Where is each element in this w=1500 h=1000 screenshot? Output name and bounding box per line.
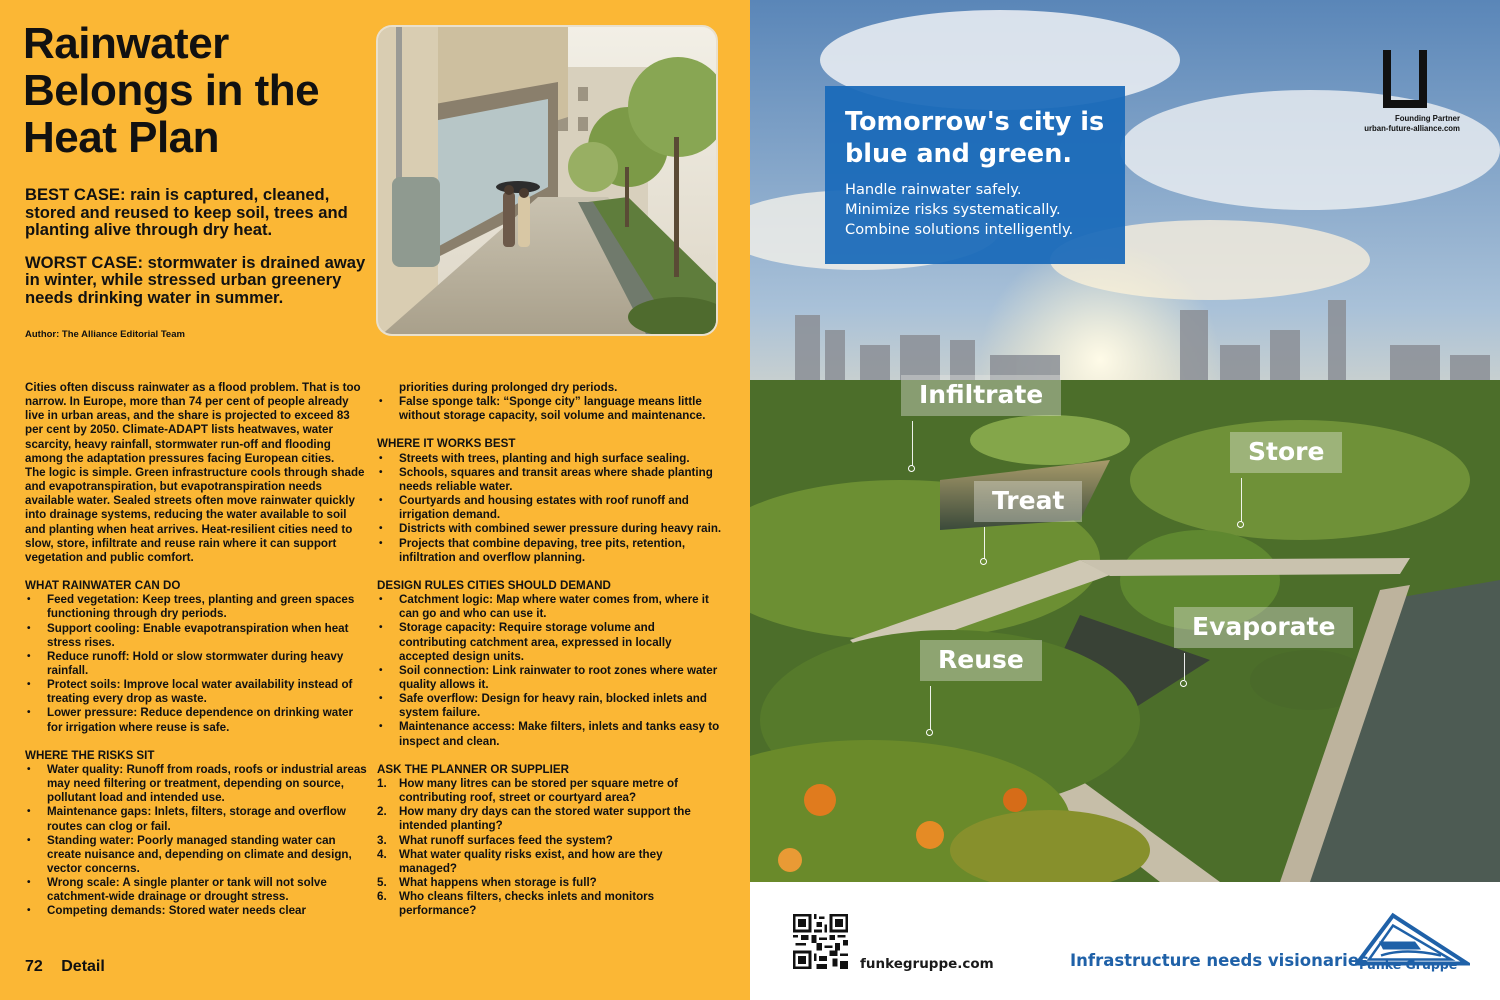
- list-number: 5.: [377, 876, 387, 889]
- list-item: [377, 848, 722, 876]
- numbered-list: [377, 777, 722, 919]
- list-item: • Safe overflow: Design for heavy rain, blocked inlets and system failure.: [377, 692, 722, 720]
- section-heading: WHERE THE RISKS SIT: [25, 748, 155, 762]
- section-heading: WHAT RAINWATER CAN DO: [25, 579, 181, 593]
- ad-headline-box: [825, 86, 1125, 264]
- list-number: 2.: [377, 805, 387, 819]
- list-item: [377, 876, 722, 890]
- bullet-list: [25, 593, 370, 735]
- intro-paragraph: The logic is simple. Green infrastructure cools through shade and evapotranspiration, but evapotranspiration needs available water. Sealed streets often move rainwater quickly into drainage systems, reducing the water available to soil and planting when heat arrives. Heat-resilient cities need to slow, store, infiltrate and reuse rain where it can support vegetation and public comfort.: [25, 465, 365, 564]
- label-store: Store: [1230, 432, 1342, 473]
- list-item: • Maintenance access: Make filters, inlets and tanks easy to inspect and clean.: [377, 720, 722, 748]
- worst-case: WORST CASE: stormwater is drained away in winter, while stressed urban greenery needs drinking water in summer.: [25, 252, 366, 307]
- title-line: Rainwater: [23, 19, 229, 68]
- list-item: • Catchment logic: Map where water comes from, where it can go and who can use it.: [377, 593, 722, 621]
- list-text: How many litres can be stored per square metre of contributing roof, street or courtyard area?: [399, 776, 678, 805]
- list-item: • Projects that combine depaving, tree pits, retention, infiltration and overflow planning.: [377, 537, 722, 565]
- title-line: Belongs in the: [23, 66, 320, 115]
- bullet-list: [377, 593, 722, 749]
- label-treat: Treat: [974, 481, 1082, 522]
- partner-label: Founding Partner: [1395, 114, 1460, 123]
- pin-line: [984, 527, 985, 559]
- ad-subtext: [845, 180, 1105, 240]
- list-item: [377, 805, 722, 833]
- list-continuation: priorities during prolonged dry periods.: [399, 381, 618, 394]
- list-item: • Maintenance gaps: Inlets, filters, storage and overflow routes can clog or fail.: [25, 805, 370, 833]
- ad-tagline: Infrastructure needs visionaries: [1070, 951, 1369, 970]
- brand-name: Funke Gruppe: [1359, 957, 1458, 972]
- list-item: • Schools, squares and transit areas where shade planting needs reliable water.: [377, 466, 722, 494]
- list-item: • Districts with combined sewer pressure during heavy rain.: [377, 522, 722, 536]
- list-text: What runoff surfaces feed the system?: [399, 833, 613, 847]
- pin-line: [930, 686, 931, 730]
- list-text: What water quality risks exist, and how are they managed?: [399, 847, 663, 875]
- list-number: 3.: [377, 833, 387, 847]
- list-item: • Soil connection: Link rainwater to root zones where water quality allows it.: [377, 664, 722, 692]
- list-item: [377, 834, 722, 848]
- page-footer: [25, 958, 105, 976]
- title-line: Heat Plan: [23, 113, 220, 162]
- list-text: What happens when storage is full?: [399, 876, 597, 889]
- pin-line: [912, 421, 913, 466]
- headline-line: blue and green.: [845, 139, 1073, 169]
- pin-line: [1184, 653, 1185, 680]
- author-line: Author: The Alliance Editorial Team: [25, 329, 185, 340]
- ad-footer: [750, 882, 1500, 1000]
- headline-line: Tomorrow's city is: [845, 107, 1105, 137]
- bullet-list: [25, 763, 370, 919]
- list-item: • Wrong scale: A single planter or tank will not solve catchment-wide drainage or drought stress.: [25, 876, 370, 904]
- label-evaporate: Evaporate: [1174, 607, 1353, 648]
- pin-dot: [1180, 680, 1187, 687]
- case-summary: [25, 186, 370, 321]
- list-item: • Protect soils: Improve local water availability instead of treating every drop as waste.: [25, 678, 370, 706]
- list-text: How many dry days can the stored water support the intended planting?: [399, 805, 691, 833]
- list-number: 4.: [377, 847, 387, 861]
- pin-dot: [926, 729, 933, 736]
- advertisement-page: [750, 0, 1500, 1000]
- alliance-logo-icon: [1383, 50, 1427, 108]
- subtext-line: Minimize risks systematically.: [845, 201, 1061, 218]
- list-item: [377, 890, 722, 918]
- list-item: [377, 777, 722, 805]
- partner-url[interactable]: urban-future-alliance.com: [1364, 124, 1460, 133]
- best-case: BEST CASE: rain is captured, cleaned, stored and reused to keep soil, trees and planting alive through dry heat.: [25, 185, 348, 239]
- founding-partner: [1364, 114, 1460, 134]
- subtext-line: Handle rainwater safely.: [845, 181, 1022, 198]
- subtext-line: Combine solutions intelligently.: [845, 221, 1074, 238]
- label-reuse: Reuse: [920, 640, 1042, 681]
- section-heading: DESIGN RULES CITIES SHOULD DEMAND: [377, 578, 611, 592]
- list-item: • Support cooling: Enable evapotranspiration when heat stress rises.: [25, 622, 370, 650]
- list-number: 1.: [377, 776, 387, 790]
- article-title: [23, 20, 368, 161]
- section-heading: WHERE IT WORKS BEST: [377, 437, 516, 451]
- list-item: • Streets with trees, planting and high surface sealing.: [377, 452, 722, 466]
- label-infiltrate: Infiltrate: [901, 375, 1061, 416]
- bullet-list: [377, 395, 722, 423]
- list-item: • Storage capacity: Require storage volume and contributing catchment area, expressed in locally accepted design units.: [377, 621, 722, 663]
- section-heading: ASK THE PLANNER OR SUPPLIER: [377, 762, 569, 776]
- list-text: Who cleans filters, checks inlets and monitors performance?: [399, 890, 655, 918]
- list-item: • Feed vegetation: Keep trees, planting and green spaces functioning through dry periods.: [25, 593, 370, 621]
- list-item: • Courtyards and housing estates with roof runoff and irrigation demand.: [377, 494, 722, 522]
- page-number: 72: [25, 958, 43, 975]
- list-item: • Water quality: Runoff from roads, roofs or industrial areas may need filtering or treatment, depending on source, pollutant load and intended use.: [25, 763, 370, 805]
- list-item: • Standing water: Poorly managed standing water can create nuisance and, depending on climate and design, vector concerns.: [25, 834, 370, 876]
- pin-dot: [908, 465, 915, 472]
- list-item: • Reduce runoff: Hold or slow stormwater during heavy rainfall.: [25, 650, 370, 678]
- bullet-list: [377, 452, 722, 565]
- pin-dot: [1237, 521, 1244, 528]
- pin-line: [1241, 478, 1242, 522]
- ad-headline: [845, 106, 1105, 170]
- street-illustration: [376, 25, 718, 336]
- text-column-1: [25, 381, 370, 919]
- list-item: • False sponge talk: “Sponge city” language means little without storage capacity, soil volume and maintenance.: [377, 395, 722, 423]
- list-item: • Lower pressure: Reduce dependence on drinking water for irrigation where reuse is safe.: [25, 706, 370, 734]
- qr-code-icon[interactable]: [793, 914, 848, 969]
- pin-dot: [980, 558, 987, 565]
- text-column-2: [377, 381, 722, 918]
- website-link[interactable]: funkegruppe.com: [860, 956, 994, 972]
- list-item: • Competing demands: Stored water needs clear: [25, 904, 370, 918]
- list-number: 6.: [377, 890, 387, 904]
- intro-paragraph: Cities often discuss rainwater as a flood problem. That is too narrow. In Europe, more than 74 per cent of people already live in urban areas, and the share is projected to exceed 83 per cent by 2050. Climate-ADAPT lists heatwaves, water scarcity, heavy rainfall, stormwater run-off and flooding among the adaptation pressures facing European cities.: [25, 381, 361, 465]
- section-name: Detail: [61, 958, 105, 975]
